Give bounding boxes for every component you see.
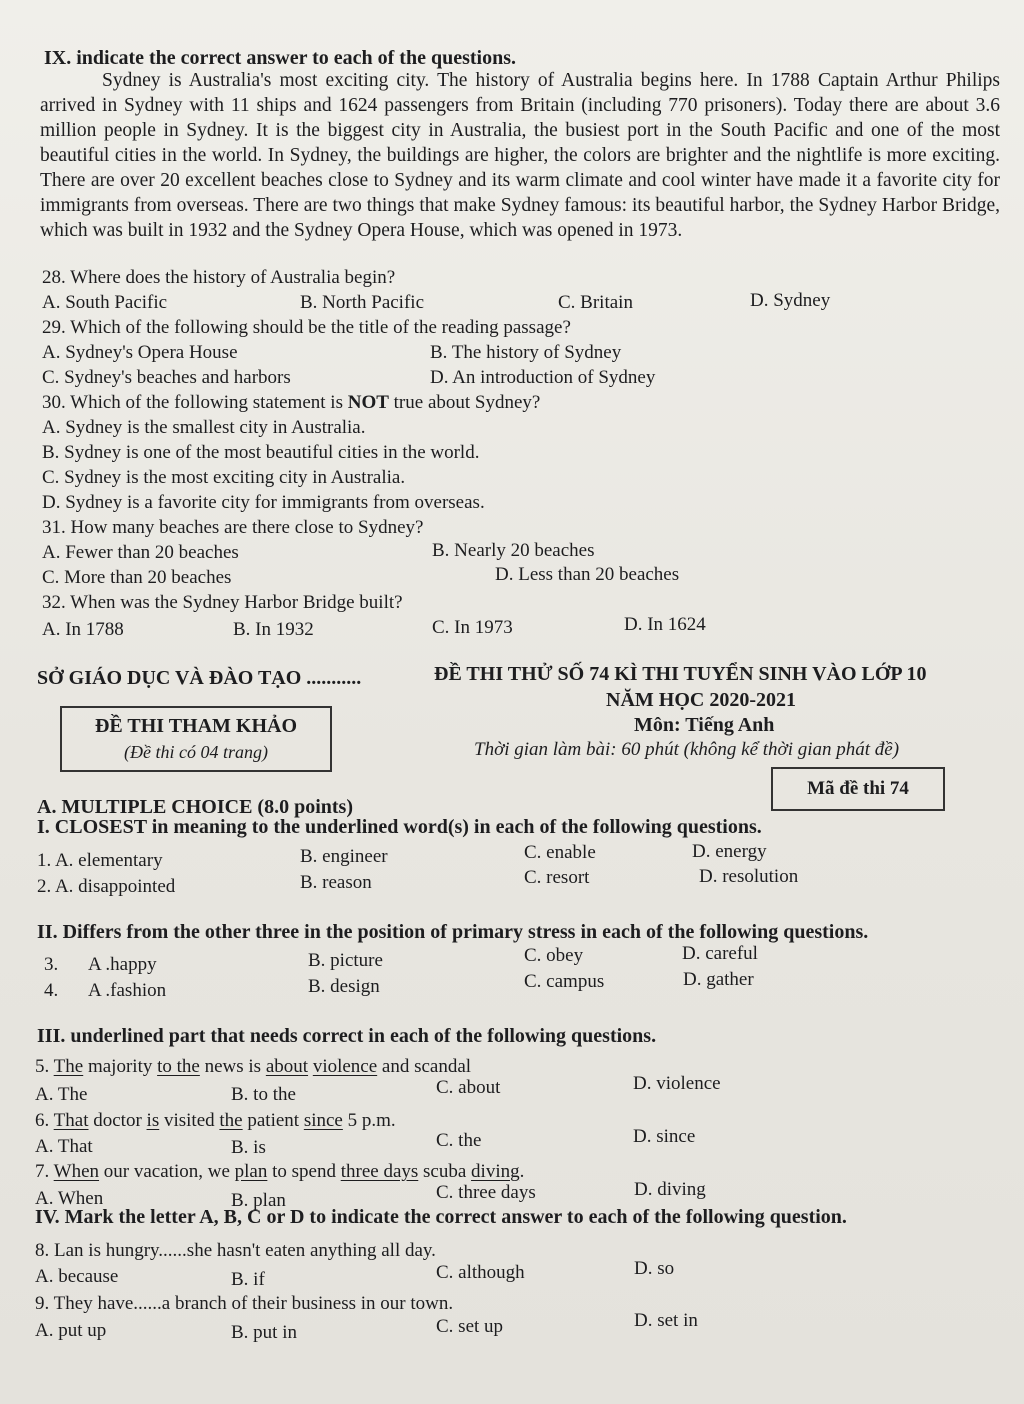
q30-option-b: B. Sydney is one of the most beautiful cities in the world. <box>42 442 480 463</box>
q7-option-a: A. When <box>35 1188 104 1209</box>
question-6 <box>35 1109 396 1133</box>
q7-text-4: . <box>519 1161 525 1182</box>
question-32: 32. When was the Sydney Harbor Bridge built? <box>42 592 403 613</box>
q6-number: 6. <box>35 1110 54 1131</box>
q6-text-2: visited <box>159 1110 220 1131</box>
q8-option-a: A. because <box>35 1266 119 1287</box>
q6-underlined-c: the <box>219 1110 243 1131</box>
q8-option-c: C. although <box>436 1262 525 1283</box>
q30-text-pre: 30. Which of the following statement is <box>42 392 348 413</box>
q4-option-a: A .fashion <box>88 980 167 1001</box>
q5-option-a: A. The <box>35 1084 88 1105</box>
q9-option-b: B. put in <box>231 1322 297 1343</box>
reference-exam-title: ĐỀ THI THAM KHẢO <box>94 715 298 737</box>
q7-option-d: D. diving <box>634 1179 706 1200</box>
q30-option-d: D. Sydney is a favorite city for immigrants from overseas. <box>42 492 485 513</box>
section-ii-heading: II. Differs from the other three in the position of primary stress in each of the following questions. <box>37 921 869 943</box>
q6-option-d: D. since <box>633 1126 696 1147</box>
q6-option-c: C. the <box>436 1130 482 1151</box>
q2-option-a: 2. A. disappointed <box>37 876 176 897</box>
section-iv-heading: IV. Mark the letter A, B, C or D to indicate the correct answer to each of the following question. <box>35 1206 847 1228</box>
q5-option-b: B. to the <box>231 1084 296 1105</box>
part-a-heading: A. MULTIPLE CHOICE (8.0 points) <box>37 796 353 818</box>
q31-option-c: C. More than 20 beaches <box>42 567 232 588</box>
question-9: 9. They have......a branch of their business in our town. <box>35 1293 454 1314</box>
q32-option-b: B. In 1932 <box>233 619 314 640</box>
q31-option-a: A. Fewer than 20 beaches <box>42 542 239 563</box>
question-5 <box>35 1055 471 1079</box>
section-i-heading: I. CLOSEST in meaning to the underlined word(s) in each of the following questions. <box>37 816 762 838</box>
q7-underlined-b: plan <box>234 1161 268 1182</box>
q1-option-d: D. energy <box>692 841 767 862</box>
q7-text-1: our vacation, we <box>99 1161 235 1182</box>
q3-option-d: D. careful <box>682 943 758 964</box>
q5-option-c: C. about <box>436 1077 501 1098</box>
q5-text-4: and scandal <box>377 1056 472 1077</box>
q7-underlined-a: When <box>53 1161 100 1182</box>
q32-option-d: D. In 1624 <box>624 614 706 635</box>
question-29: 29. Which of the following should be the title of the reading passage? <box>42 317 571 338</box>
question-31: 31. How many beaches are there close to Sydney? <box>42 517 424 538</box>
q3-option-a: A .happy <box>88 954 157 975</box>
exam-code-box <box>771 767 945 811</box>
q4-option-b: B. design <box>308 976 380 997</box>
q5-number: 5. <box>35 1056 54 1077</box>
q30-text-not: NOT <box>347 392 389 413</box>
q5-underlined-c: about <box>265 1056 309 1077</box>
q6-option-a: A. That <box>35 1136 93 1157</box>
q6-option-b: B. is <box>231 1137 266 1158</box>
q29-option-a: A. Sydney's Opera House <box>42 342 238 363</box>
q5-underlined-b: to the <box>157 1056 200 1077</box>
q4-option-d: D. gather <box>683 969 754 990</box>
q9-option-c: C. set up <box>436 1316 504 1337</box>
subject-label: Môn: Tiếng Anh <box>634 714 775 736</box>
q2-option-b: B. reason <box>300 872 372 893</box>
passage-text: Sydney is Australia's most exciting city. The history of Australia begins here. In 1788 Captain Arthur Philips arrived in Sydney with 11 ships and 1624 passengers from Britain (including 770 prisoners). Today there are about 3.6 million people in Sydney. It is the biggest city in Australia, the busiest port in the South Pacific and one of the most beautiful cities in the world. In Sydney, the buildings are higher, the colors are brighter and the nightlife is more exciting. There are over 20 excellent beaches close to Sydney and its warm climate and cool winter have made it a favorite city for immigrants from overseas. There are two things that make Sydney famous: its beautiful harbor, the Sydney Harbor Bridge, which was built in 1932 and the Sydney Opera House, which was opened in 1973. <box>40 70 1000 241</box>
q31-option-d: D. Less than 20 beaches <box>495 564 680 585</box>
q29-option-c: C. Sydney's beaches and harbors <box>42 367 291 388</box>
section-iii-heading: III. underlined part that needs correct in each of the following questions. <box>37 1025 657 1047</box>
exam-title: ĐỀ THI THỬ SỐ 74 KÌ THI TUYỂN SINH VÀO LỚP 10 <box>434 663 927 685</box>
question-28: 28. Where does the history of Australia begin? <box>42 267 396 288</box>
q5-text-1: majority <box>83 1056 158 1077</box>
q3-option-c: C. obey <box>524 945 584 966</box>
q7-underlined-d: diving <box>471 1161 520 1182</box>
q5-underlined-a: The <box>53 1056 84 1077</box>
q6-text-4: 5 p.m. <box>342 1110 396 1131</box>
q30-text-post: true about Sydney? <box>388 392 541 413</box>
q30-option-a: A. Sydney is the smallest city in Australia. <box>42 417 366 438</box>
reference-exam-box <box>60 706 332 772</box>
q6-underlined-d: since <box>303 1110 343 1131</box>
q6-text-3: patient <box>242 1110 304 1131</box>
exam-time: Thời gian làm bài: 60 phút (không kể thời gian phát đề) <box>474 739 900 760</box>
q7-text-2: to spend <box>267 1161 341 1182</box>
q29-option-b: B. The history of Sydney <box>430 342 622 363</box>
q28-option-b: B. North Pacific <box>300 292 425 313</box>
q32-option-c: C. In 1973 <box>432 617 513 638</box>
q29-option-d: D. An introduction of Sydney <box>430 367 656 388</box>
q9-option-a: A. put up <box>35 1320 107 1341</box>
q31-option-b: B. Nearly 20 beaches <box>432 540 595 561</box>
q6-underlined-b: is <box>146 1110 160 1131</box>
q28-option-c: C. Britain <box>558 292 633 313</box>
q6-underlined-a: That <box>53 1110 89 1131</box>
q1-option-c: C. enable <box>524 842 596 863</box>
q7-underlined-c: three days <box>340 1161 419 1182</box>
q1-option-a: 1. A. elementary <box>37 850 163 871</box>
q9-option-d: D. set in <box>634 1310 698 1331</box>
question-8: 8. Lan is hungry......she hasn't eaten anything all day. <box>35 1240 436 1261</box>
q7-text-3: scuba <box>418 1161 472 1182</box>
q4-number: 4. <box>44 980 59 1001</box>
q28-option-d: D. Sydney <box>750 290 831 311</box>
q5-option-d: D. violence <box>633 1073 721 1094</box>
q8-option-d: D. so <box>634 1258 675 1279</box>
page-count-note: (Đề thi có 04 trang) <box>124 742 268 762</box>
section-ix-heading: IX. indicate the correct answer to each of the questions. <box>44 47 516 69</box>
q5-text-2: news is <box>199 1056 266 1077</box>
q8-option-b: B. if <box>231 1269 265 1290</box>
q1-option-b: B. engineer <box>300 846 388 867</box>
q7-option-c: C. three days <box>436 1182 536 1203</box>
q4-option-c: C. campus <box>524 971 605 992</box>
q7-option-b: B. plan <box>231 1190 286 1211</box>
q32-option-a: A. In 1788 <box>42 619 124 640</box>
reading-passage <box>40 68 1000 243</box>
q2-option-d: D. resolution <box>699 866 799 887</box>
department-name: SỞ GIÁO DỤC VÀ ĐÀO TẠO ........... <box>37 667 362 689</box>
q2-option-c: C. resort <box>524 867 590 888</box>
q7-number: 7. <box>35 1161 54 1182</box>
q5-underlined-d: violence <box>312 1056 378 1077</box>
school-year: NĂM HỌC 2020-2021 <box>606 689 796 711</box>
q30-option-c: C. Sydney is the most exciting city in Australia. <box>42 467 406 488</box>
question-30 <box>42 391 540 415</box>
q3-option-b: B. picture <box>308 950 383 971</box>
q3-number: 3. <box>44 954 59 975</box>
q6-text-1: doctor <box>88 1110 147 1131</box>
q28-option-a: A. South Pacific <box>42 292 168 313</box>
exam-code: Mã đề thi 74 <box>807 778 909 799</box>
